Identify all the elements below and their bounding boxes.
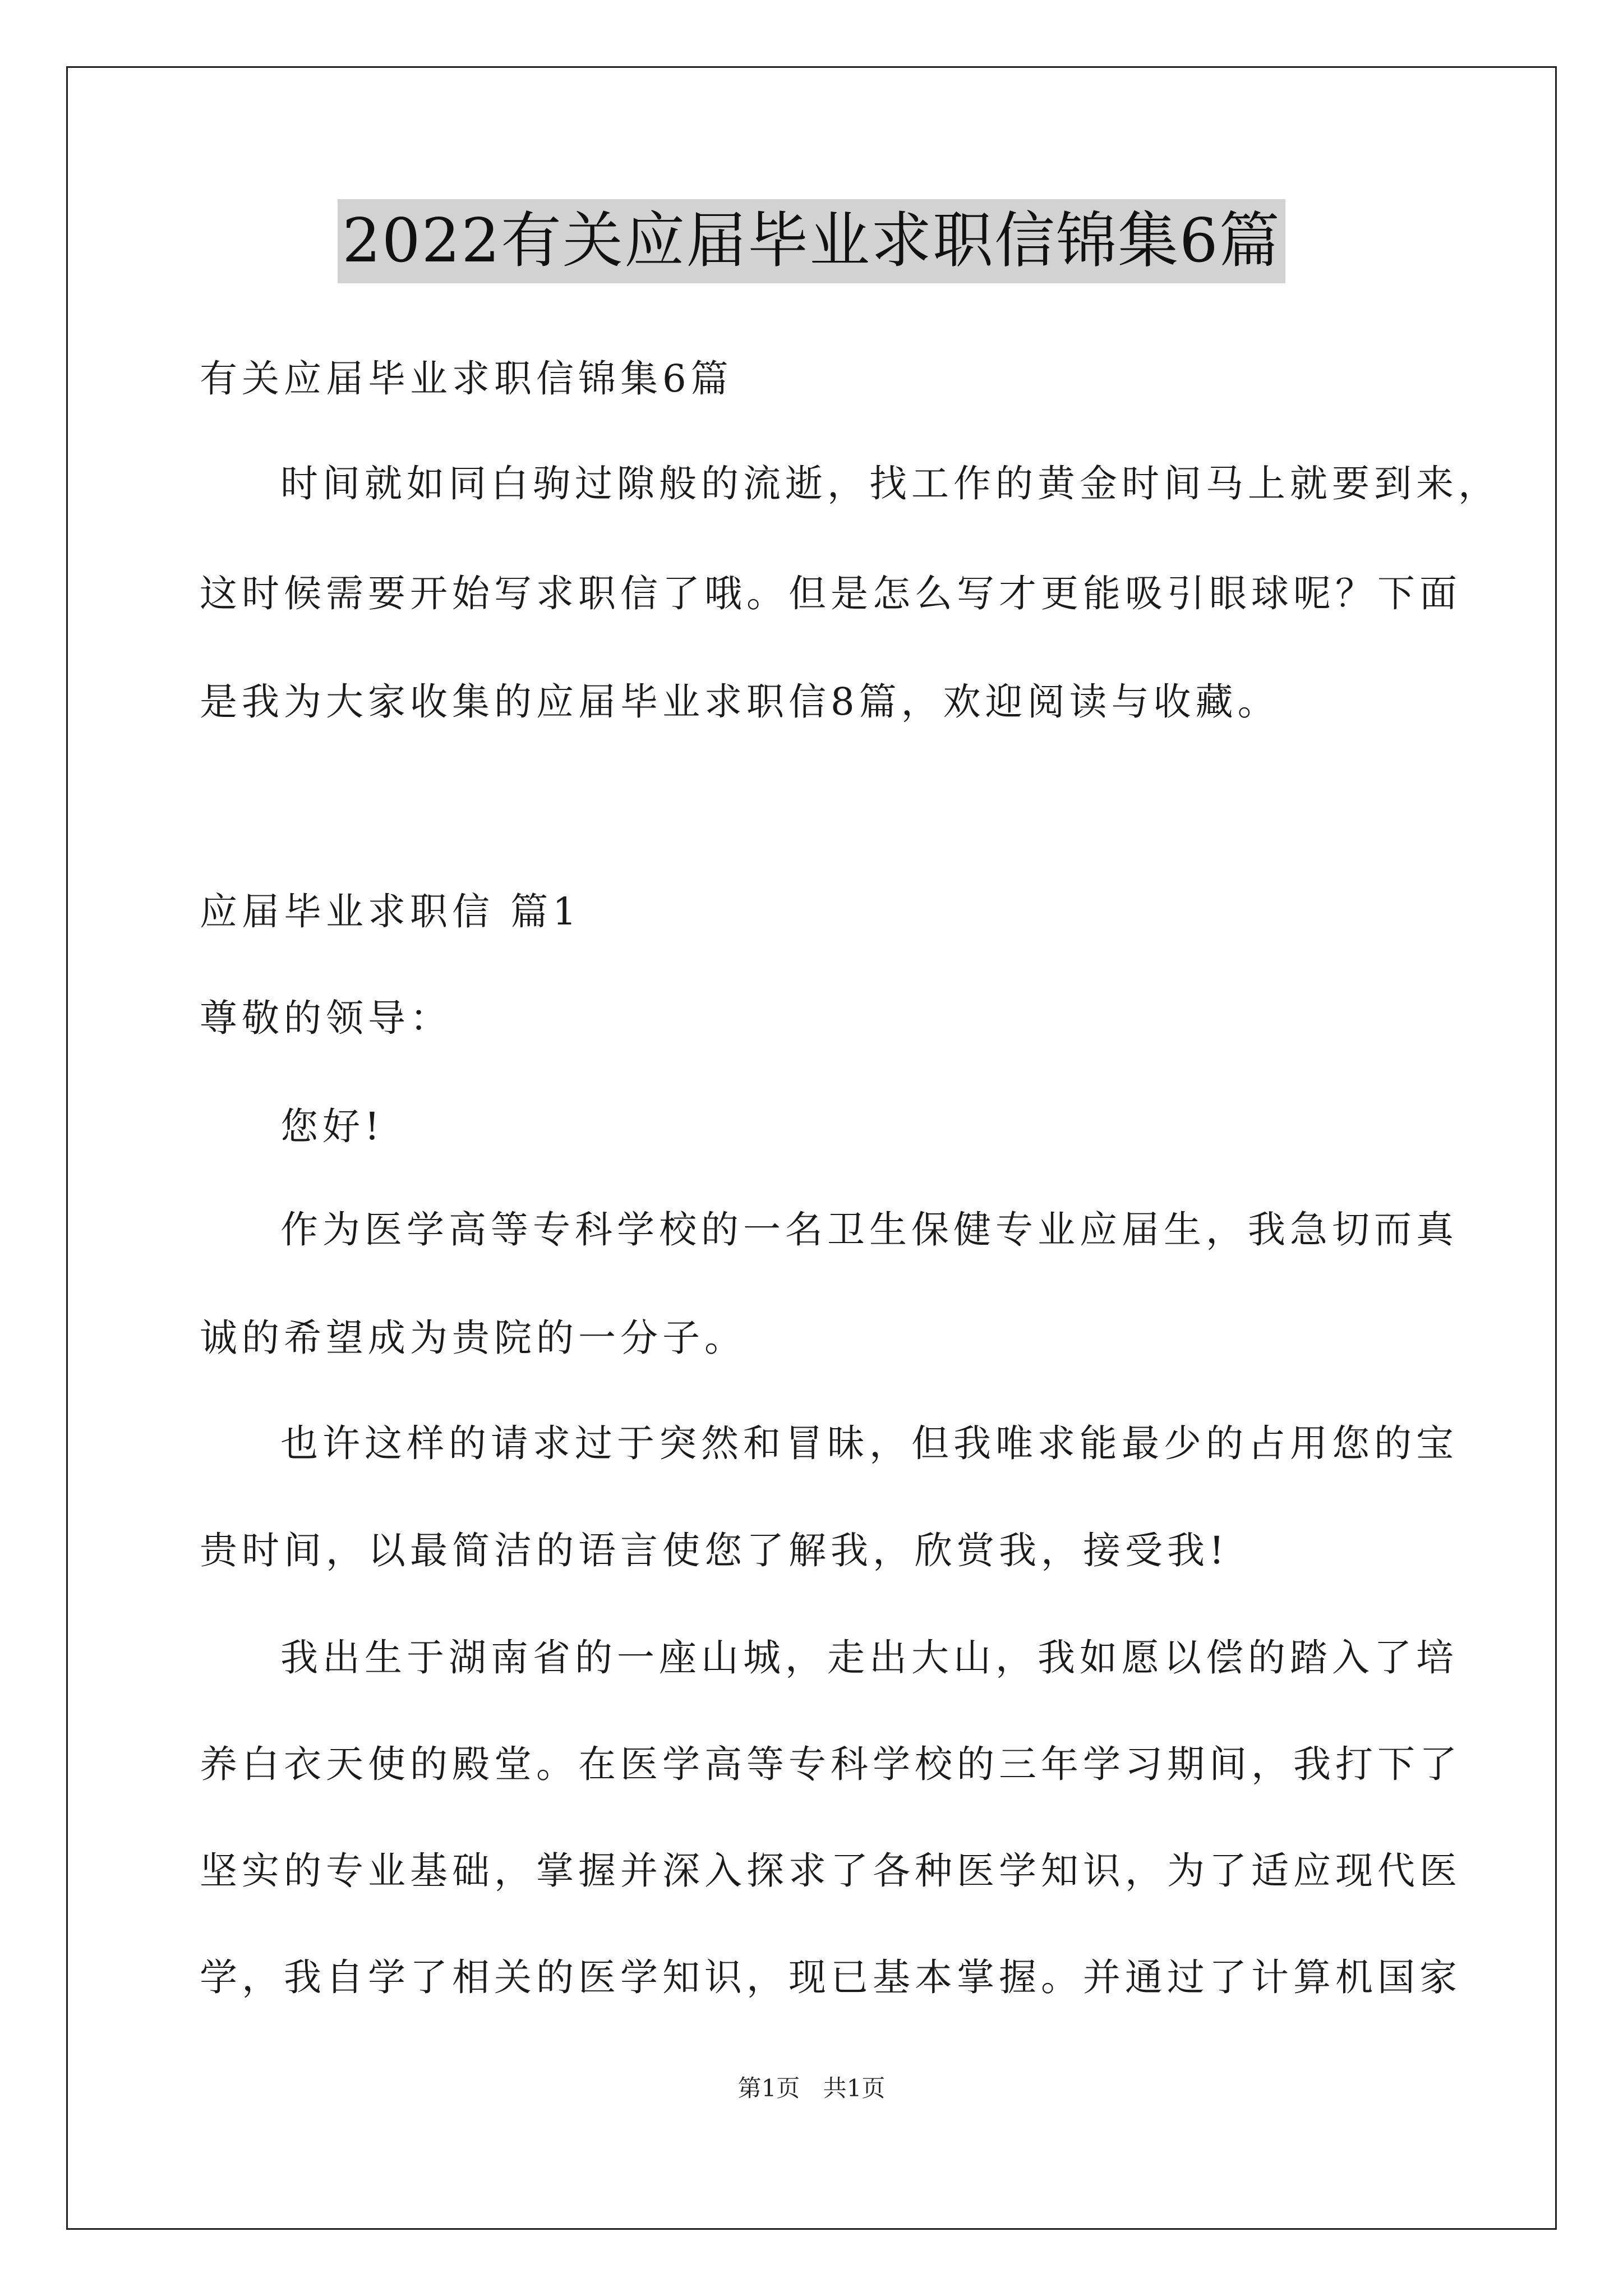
page-footer [0, 2072, 1623, 2105]
intro-line: 是我为大家收集的应届毕业求职信8篇，欢迎阅读与收藏。 [200, 680, 1280, 724]
paragraph-line: 也许这样的请求过于突然和冒昧，但我唯求能最少的占用您的宝 [280, 1421, 1458, 1465]
paragraph-line: 我出生于湖南省的一座山城，走出大山，我如愿以偿的踏入了培 [280, 1636, 1458, 1680]
paragraph-line: 诚的希望成为贵院的一分子。 [200, 1316, 746, 1360]
paragraph-line: 养白衣天使的殿堂。在医学高等专科学校的三年学习期间，我打下了 [200, 1742, 1461, 1786]
section-heading: 应届毕业求职信 篇1 [200, 890, 581, 933]
intro-line: 这时候需要开始写求职信了哦。但是怎么写才更能吸引眼球呢？下面 [200, 572, 1461, 615]
document-subtitle: 有关应届毕业求职信锦集6篇 [200, 357, 733, 401]
paragraph-line: 坚实的专业基础，掌握并深入探求了各种医学知识，为了适应现代医 [200, 1849, 1461, 1893]
title-container [0, 199, 1623, 283]
intro-line: 时间就如同白驹过隙般的流逝，找工作的黄金时间马上就要到来， [280, 462, 1500, 505]
salutation: 尊敬的领导： [200, 996, 452, 1040]
paragraph-line: 学，我自学了相关的医学知识，现已基本掌握。并通过了计算机国家 [200, 1955, 1461, 1999]
page-number: 第1页 [737, 2074, 800, 2102]
document-title: 2022有关应届毕业求职信锦集6篇 [338, 199, 1285, 283]
greeting: 您好! [280, 1105, 384, 1148]
paragraph-line: 作为医学高等专科学校的一名卫生保健专业应届生，我急切而真 [280, 1208, 1458, 1251]
page-total: 共1页 [823, 2074, 886, 2102]
paragraph-line: 贵时间，以最简洁的语言使您了解我，欣赏我，接受我! [200, 1529, 1229, 1572]
